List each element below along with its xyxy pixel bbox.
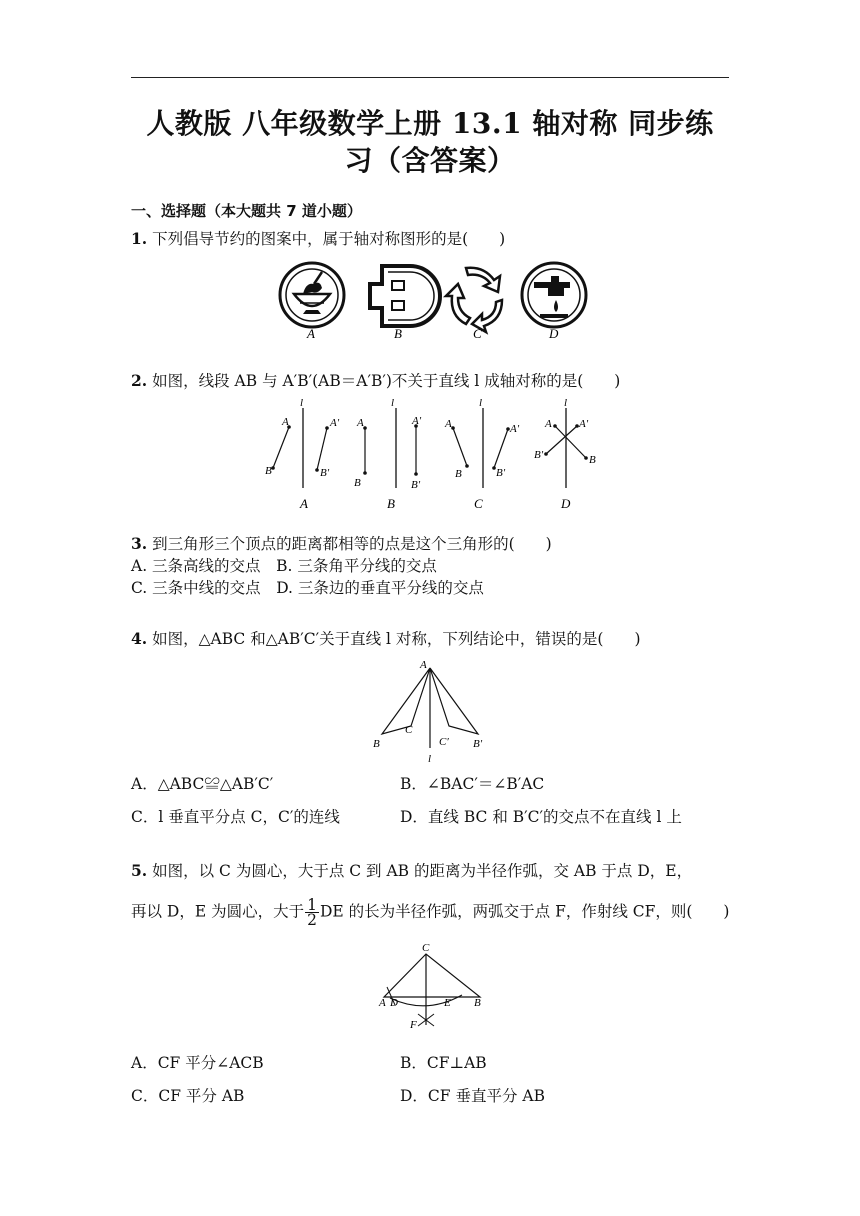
q2b-line-label: l <box>391 397 395 409</box>
question-4 <box>131 628 641 650</box>
q4-option-b: B．∠BAC′＝∠B′AC <box>400 775 545 793</box>
q5-label-b: B <box>474 997 481 1009</box>
question-5-text-1: 如图，以 C 为圆心，大于点 C 到 AB 的距离为半径作弧，交 AB 于点 D，E， <box>152 862 693 880</box>
fraction-numerator: 1 <box>307 896 317 914</box>
q2d-label-a1: A′ <box>579 418 589 430</box>
question-3-text: 到三角形三个顶点的距离都相等的点是这个三角形的( ) <box>152 535 552 553</box>
question-5-figure <box>370 940 495 1035</box>
fraction-one-half <box>305 898 319 927</box>
question-4-figure <box>365 654 505 770</box>
q5-label-e: E <box>444 997 451 1009</box>
q3-option-b: B. 三条角平分线的交点 <box>276 557 437 575</box>
q4-option-d: D．直线 BC 和 B′C′的交点不在直线 l 上 <box>400 808 682 826</box>
q2-figure-a <box>265 397 340 488</box>
q2c-label-a: A <box>445 418 452 430</box>
question-5-number: 5. <box>131 861 148 880</box>
q4-label-b: B <box>373 738 380 750</box>
question-3 <box>131 533 552 555</box>
q3-option-d: D. 三条边的垂直平分线的交点 <box>276 579 484 597</box>
q2a-label-a1: A′ <box>330 417 340 429</box>
page-title-line1: 人教版 八年级数学上册 13.1 轴对称 同步练 <box>146 107 714 140</box>
q2d-line-label: l <box>564 397 568 409</box>
question-4-number: 4. <box>131 629 148 648</box>
q2c-label-b: B <box>455 468 462 480</box>
fraction-denominator: 2 <box>307 911 317 929</box>
q2a-label-a: A <box>282 416 289 428</box>
q2a-line-label: l <box>300 397 304 409</box>
q4-line-label: l <box>428 753 432 765</box>
question-2 <box>131 370 620 392</box>
q5-option-b: B．CF⊥AB <box>400 1054 487 1072</box>
q2c-label-a1: A′ <box>510 423 520 435</box>
q2-figure-c <box>444 397 520 488</box>
q3-option-a: A. 三条高线的交点 <box>131 557 261 575</box>
question-5-line2 <box>131 898 729 927</box>
q1-label-c: C <box>473 326 482 341</box>
q1-label-b: B <box>394 326 402 341</box>
q4-label-c1: C′ <box>439 736 449 748</box>
question-1-figure <box>270 258 590 348</box>
question-3-options-row1 <box>131 555 437 577</box>
q2-label-c: C <box>474 496 483 511</box>
faucet-icon <box>522 263 586 327</box>
question-2-text: 如图，线段 AB 与 A′B′(AB＝A′B′)不关于直线 l 成轴对称的是( ) <box>152 372 621 390</box>
q4-option-a: A．△ABC≌△AB′C′ <box>131 775 274 793</box>
question-4-text: 如图，△ABC 和△AB′C′关于直线 l 对称，下列结论中，错误的是( ) <box>152 630 641 648</box>
q2a-label-b: B <box>265 465 272 477</box>
q5-label-d: D <box>390 997 398 1009</box>
q2-figure-d <box>534 397 596 488</box>
question-5-text-2b: DE 的长为半径作弧，两弧交于点 F，作射线 CF，则( ) <box>319 902 730 921</box>
q2d-label-b1: B′ <box>534 449 544 461</box>
q2b-label-b: B <box>354 477 361 489</box>
question-1 <box>131 228 505 250</box>
plug-icon <box>370 266 440 326</box>
page-title-line2: 习（含答案） <box>344 144 516 177</box>
question-2-figure <box>260 396 610 516</box>
q4-label-b1: B′ <box>473 738 483 750</box>
q5-label-a: A <box>379 997 386 1009</box>
q5-label-c: C <box>422 942 430 954</box>
q3-option-c: C. 三条中线的交点 <box>131 579 261 597</box>
q4-option-c: C．l 垂直平分点 C，C′的连线 <box>131 808 340 826</box>
q5-label-f: F <box>410 1019 417 1031</box>
q5-option-c: C．CF 平分 AB <box>131 1087 245 1105</box>
q1-label-a: A <box>307 326 315 341</box>
question-3-options-row2 <box>131 577 484 599</box>
q2-figure-b <box>354 397 422 491</box>
q2b-label-b1: B′ <box>411 479 421 491</box>
q2-label-d: D <box>561 496 571 511</box>
question-1-number: 1. <box>131 229 148 248</box>
recycle-icon <box>446 268 502 332</box>
q5-option-a: A．CF 平分∠ACB <box>131 1054 264 1072</box>
question-5-line1 <box>131 860 692 882</box>
q2-label-a: A <box>300 496 308 511</box>
bowl-icon <box>280 263 344 327</box>
q4-label-a: A <box>420 659 427 671</box>
question-1-text: 下列倡导节约的图案中，属于轴对称图形的是( ) <box>152 230 506 248</box>
section-heading: 一、选择题（本大题共 7 道小题） <box>131 202 362 220</box>
q1-label-d: D <box>549 326 559 341</box>
q2b-label-a: A <box>357 417 364 429</box>
question-3-number: 3. <box>131 534 148 553</box>
q2d-label-a: A <box>545 418 552 430</box>
q2d-label-b: B <box>589 454 596 466</box>
q2b-label-a1: A′ <box>412 415 422 427</box>
question-2-number: 2. <box>131 371 148 390</box>
q2-label-b: B <box>387 496 395 511</box>
q2c-line-label: l <box>479 397 483 409</box>
question-5-text-2a: 再以 D，E 为圆心，大于 <box>131 902 305 921</box>
q2c-label-b1: B′ <box>496 467 506 479</box>
q2a-label-b1: B′ <box>320 467 330 479</box>
q4-label-c: C <box>405 724 413 736</box>
q5-option-d: D．CF 垂直平分 AB <box>400 1087 545 1105</box>
header-rule <box>131 77 729 78</box>
